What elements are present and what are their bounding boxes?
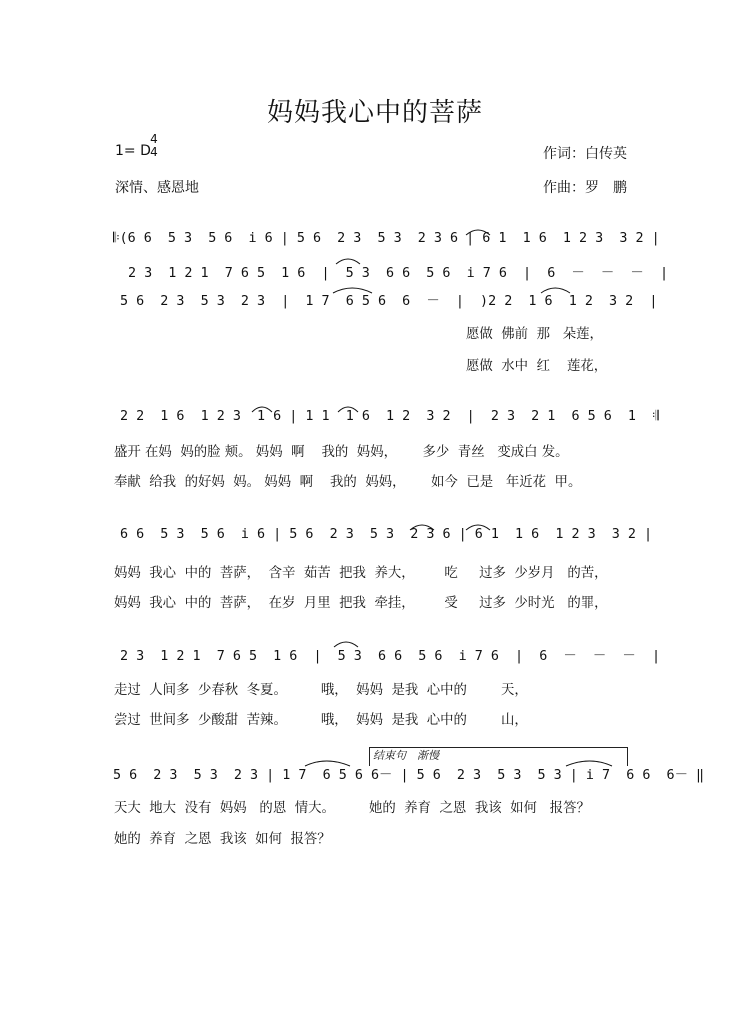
key-signature: 1= D [115,143,151,159]
section-d-lyric-verse-1: 天大 地大 没有 妈妈 的恩 情大。 她的 养育 之恩 我该 如何 报答？ [114,801,590,816]
score-line-4: 2 2 1 6 1 2 3 1 6 | 1 1 1 6 1 2 3 2 | 2 3 2 1 6 5 6 1 𝄇 [120,409,659,424]
composer-credit: 作曲：罗 鹏 [543,180,627,196]
score-line-5: 6 6 5 3 5 6 i 6 | 5 6 2 3 5 3 2 3 6 | 6 1 1 6 1 2 3 3 2 | [120,527,653,542]
section-b-lyric-verse-2: 妈妈 我心 中的 菩萨， 在岁 月里 把我 牵挂， 受 过多 少时光 的罪， [114,596,608,611]
section-d-lyric-verse-2: 她的 养育 之恩 我该 如何 报答？ [114,832,331,847]
intro-lyric-verse-2: 愿做 水中 红 莲花， [466,359,608,374]
score-line-7: 5 6 2 3 5 3 2 3 | 1 7 6 5 6 6－ | 5 6 2 3 5 3 5 3 | i 7 6 6 6－ ‖ [113,768,705,783]
time-signature-top: 4 [150,132,158,146]
section-a-lyric-verse-2: 奉献 给我 的好妈 妈。 妈妈 啊 我的 妈妈， 如今 已是 年近花 甲。 [114,475,582,490]
song-title: 妈妈我心中的菩萨 [266,98,483,128]
lyricist-credit: 作词：白传英 [543,146,627,162]
score-line-1: 𝄆(6 6 5 3 5 6 i 6 | 5 6 2 3 5 3 2 3 6 | 6 1 1 6 1 2 3 3 2 | [113,231,660,246]
intro-lyric-verse-1: 愿做 佛前 那 朵莲， [466,327,603,342]
performance-mood: 深情、感恩地 [115,180,199,196]
time-signature-bottom: 4 [150,145,158,159]
section-a-lyric-verse-1: 盛开 在妈 妈的脸 颊。 妈妈 啊 我的 妈妈， 多少 青丝 变成白 发。 [114,445,569,460]
time-signature [149,133,159,159]
score-line-6: 2 3 1 2 1 7 6 5 1 6 | 5 3 6 6 5 6 i 7 6 | 6 － － － | [120,649,661,664]
section-c-lyric-verse-2: 尝过 世间多 少酸甜 苦辣。 哦， 妈妈 是我 心中的 山， [114,713,528,728]
section-c-lyric-verse-1: 走过 人间多 少春秋 冬夏。 哦， 妈妈 是我 心中的 天， [114,683,528,698]
score-line-2: 2 3 1 2 1 7 6 5 1 6 | 5 3 6 6 5 6 i 7 6 | 6 － － － | [128,266,669,281]
section-b-lyric-verse-1: 妈妈 我心 中的 菩萨， 含辛 茹苦 把我 养大， 吃 过多 少岁月 的苦， [114,566,608,581]
ending-label: 结束句 渐慢 [373,749,439,762]
score-line-3: 5 6 2 3 5 3 2 3 | 1 7 6 5 6 6 － | )2 2 1 6 1 2 3 2 | [120,294,658,309]
